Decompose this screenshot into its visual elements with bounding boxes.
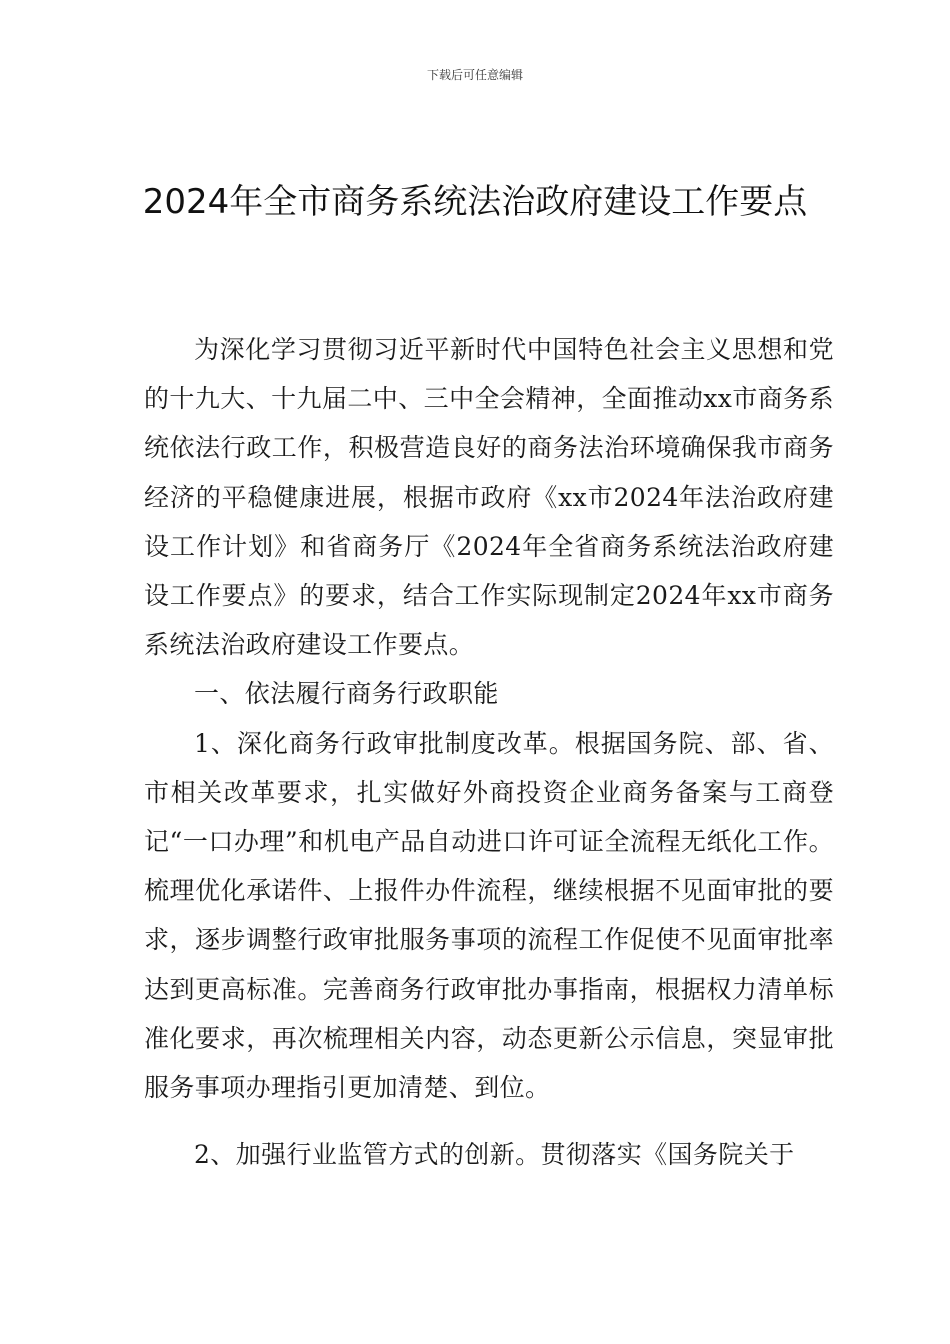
item-paragraph-2: 2、加强行业监管方式的创新。贯彻落实《国务院关于 — [194, 1140, 795, 1170]
document-body — [144, 325, 834, 1179]
header-note: 下载后可任意编辑 — [426, 68, 523, 82]
intro-paragraph: 为深化学习贯彻习近平新时代中国特色社会主义思想和党的十九大、十九届二中、三中全会精神，全面推动xx市商务系统依法行政工作，积极营造良好的商务法治环境确保我市商务经济的平稳健康进展，根据市政府《xx市2024年法治政府建设工作计划》和省商务厅《2024年全省商务系统法治政府建设工作要点》的要求，结合工作实际现制定2024年xx市商务系统法治政府建设工作要点。 — [144, 335, 834, 660]
document-title: 2024年全市商务系统法治政府建设工作要点 — [142, 182, 808, 222]
section-heading-1: 一、依法履行商务行政职能 — [194, 679, 499, 709]
item-paragraph-1: 1、深化商务行政审批制度改革。根据国务院、部、省、市相关改革要求，扎实做好外商投资企业商务备案与工商登记“一口办理”和机电产品自动进口许可证全流程无纸化工作。梳理优化承诺件、上报件办件流程，继续根据不见面审批的要求，逐步调整行政审批服务事项的流程工作促使不见面审批率达到更高标准。完善商务行政审批办事指南，根据权力清单标准化要求，再次梳理相关内容，动态更新公示信息，突显审批服务事项办理指引更加清楚、到位。 — [144, 728, 834, 1103]
